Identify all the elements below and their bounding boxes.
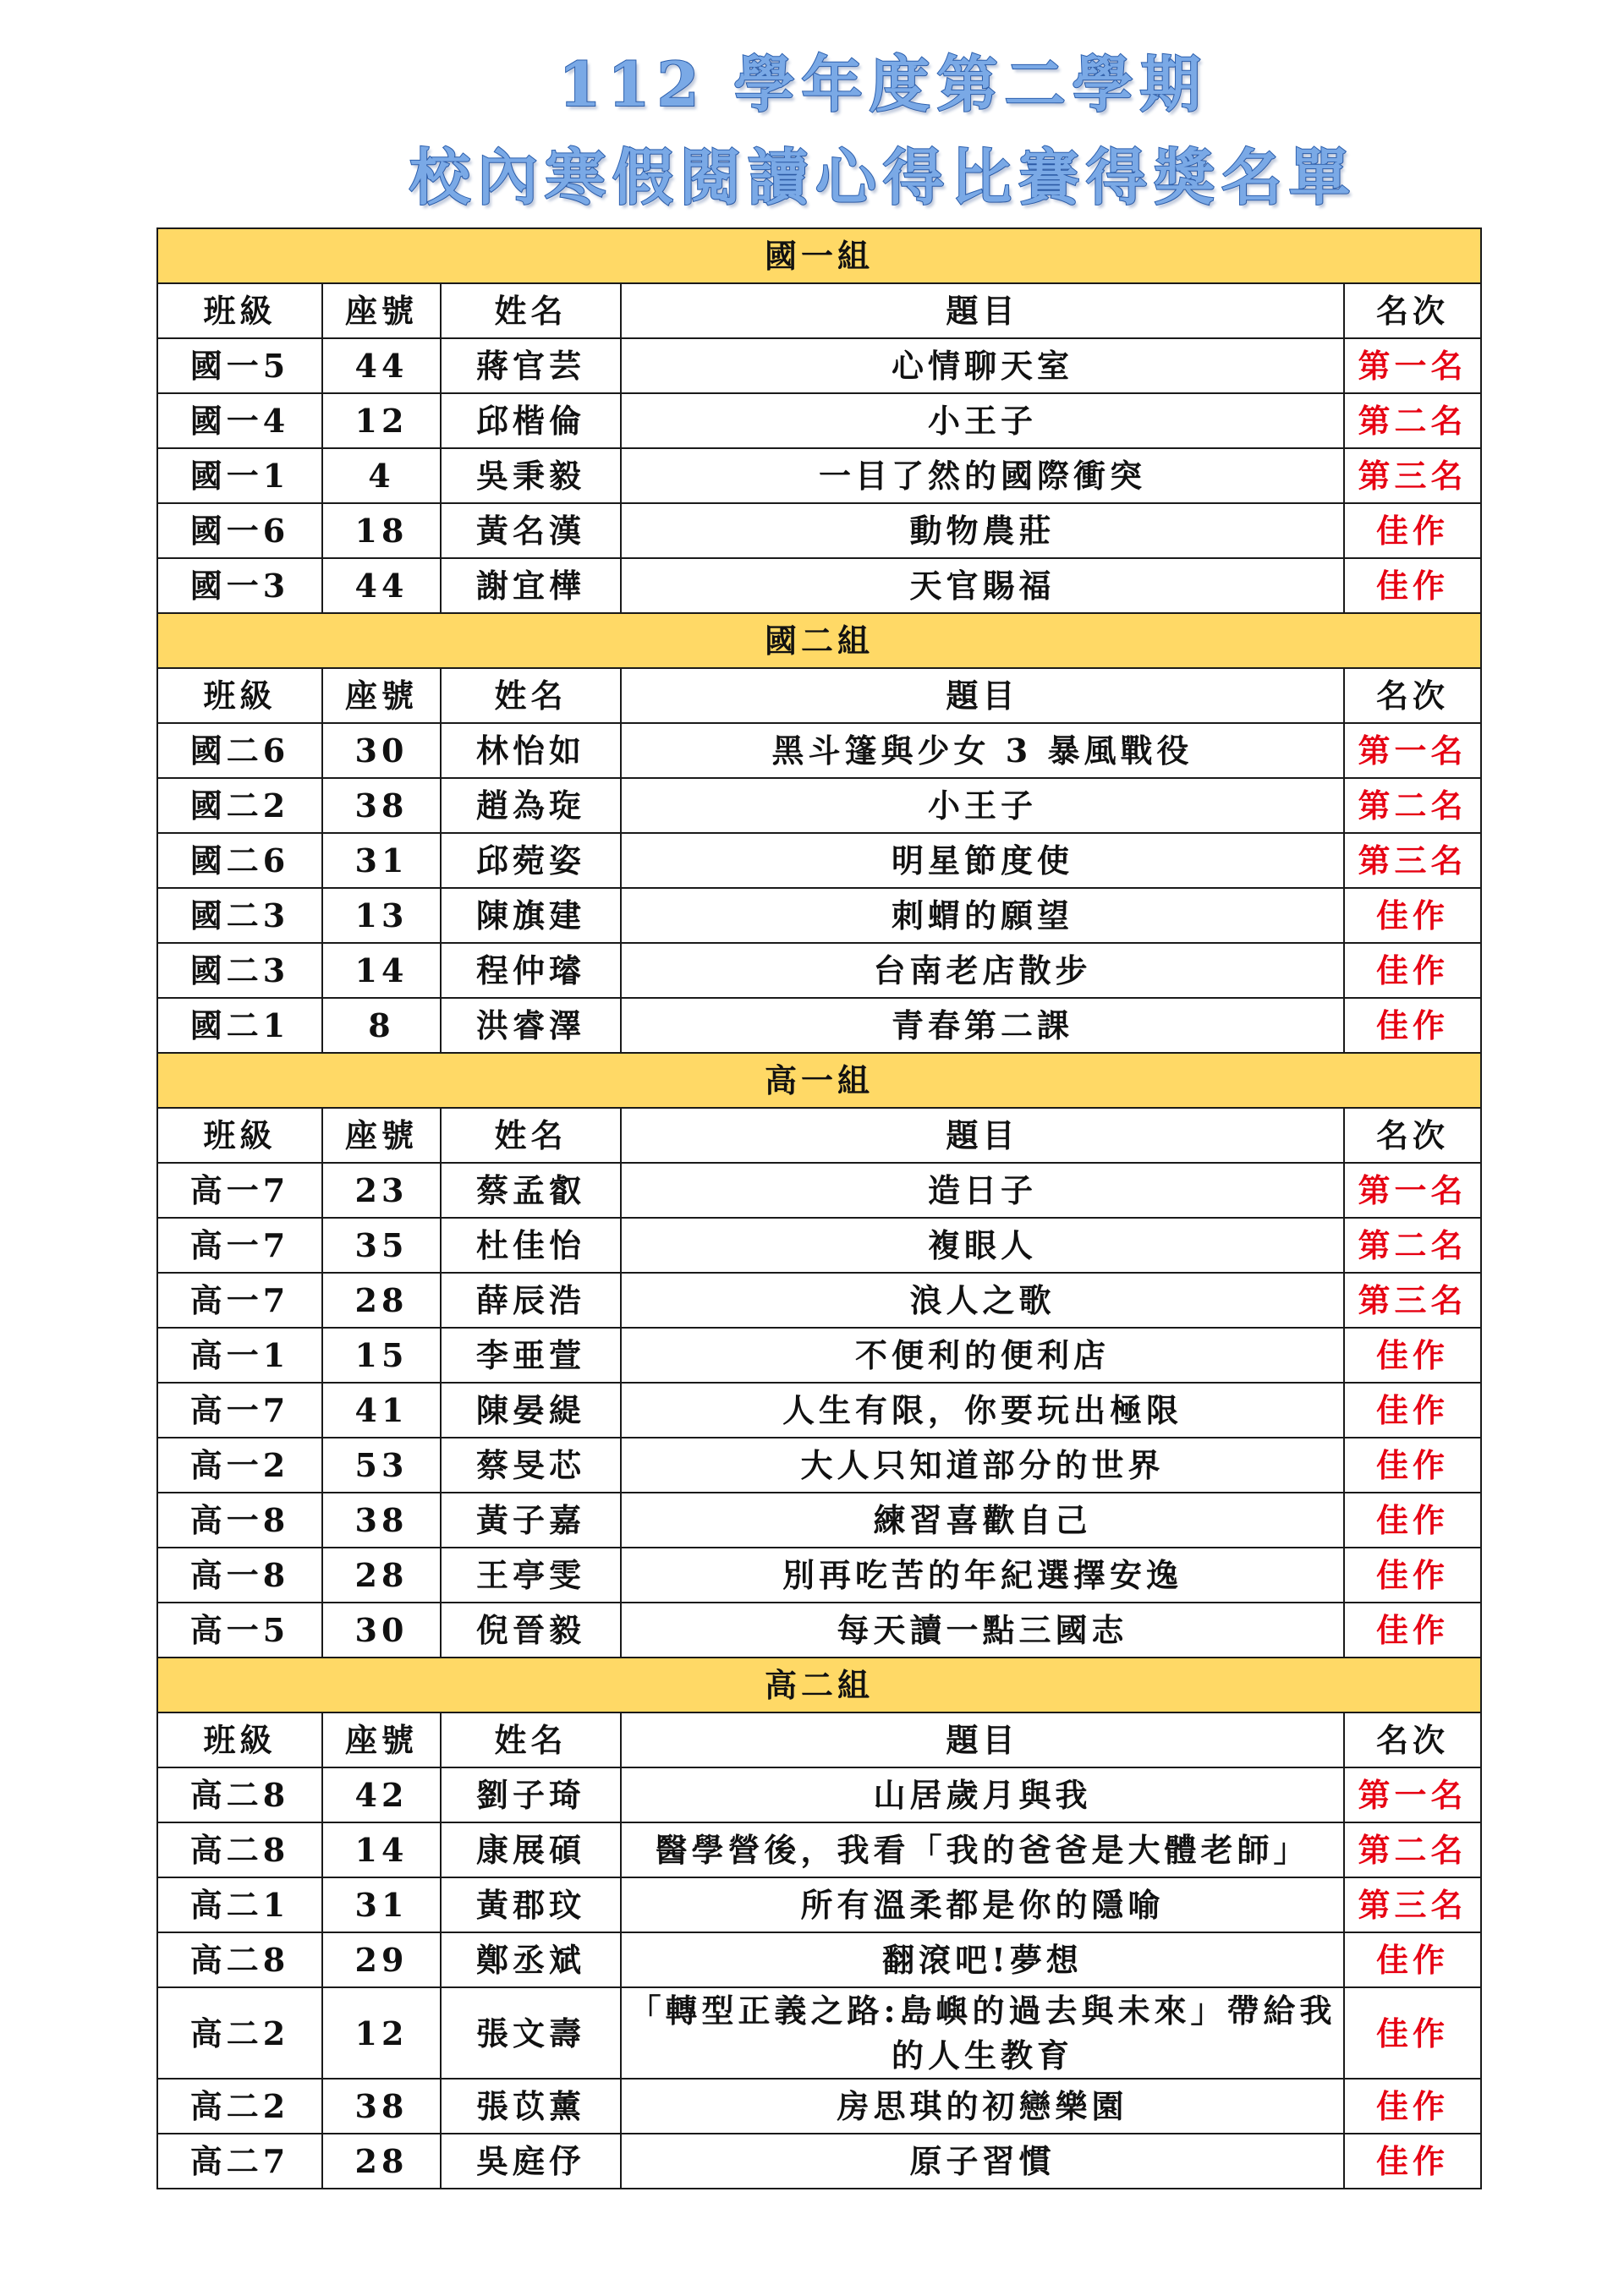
cell-seat-number: 31 [322, 1877, 441, 1932]
cell-student-name: 張苡薰 [441, 2079, 621, 2134]
cell-class: 國一1 [157, 448, 322, 503]
table-row [157, 833, 1481, 888]
cell-seat-number: 8 [322, 998, 441, 1053]
column-header-student-name: 姓名 [441, 1712, 621, 1767]
column-header-rank: 名次 [1344, 1712, 1481, 1767]
table-row [157, 2134, 1481, 2189]
column-header-book-title: 題目 [621, 283, 1344, 338]
cell-class: 高一7 [157, 1218, 322, 1273]
cell-student-name: 邱菀姿 [441, 833, 621, 888]
cell-book-title: 所有溫柔都是你的隱喻 [621, 1877, 1344, 1932]
cell-seat-number: 38 [322, 2079, 441, 2134]
cell-student-name: 張文壽 [441, 1987, 621, 2079]
cell-book-title: 大人只知道部分的世界 [621, 1438, 1344, 1493]
cell-class: 高一7 [157, 1163, 322, 1218]
cell-seat-number: 12 [322, 393, 441, 448]
table-row [157, 723, 1481, 778]
table-row [157, 1877, 1481, 1932]
table-row [157, 1163, 1481, 1218]
cell-book-title: 練習喜歡自己 [621, 1493, 1344, 1548]
cell-student-name: 謝宜樺 [441, 558, 621, 613]
table-row [157, 558, 1481, 613]
cell-rank: 佳作 [1344, 1932, 1481, 1987]
section-title: 國二組 [157, 613, 1481, 668]
cell-class: 國二6 [157, 723, 322, 778]
cell-seat-number: 18 [322, 503, 441, 558]
cell-class: 國一5 [157, 338, 322, 393]
cell-rank: 佳作 [1344, 1548, 1481, 1603]
table-row [157, 1767, 1481, 1822]
cell-seat-number: 44 [322, 338, 441, 393]
cell-seat-number: 15 [322, 1328, 441, 1383]
cell-student-name: 黃名漢 [441, 503, 621, 558]
column-header-student-name: 姓名 [441, 668, 621, 723]
cell-student-name: 劉子琦 [441, 1767, 621, 1822]
cell-student-name: 吳庭伃 [441, 2134, 621, 2189]
cell-seat-number: 53 [322, 1438, 441, 1493]
table-row [157, 943, 1481, 998]
cell-rank: 佳作 [1344, 1438, 1481, 1493]
column-header-book-title: 題目 [621, 1108, 1344, 1163]
cell-class: 高一8 [157, 1548, 322, 1603]
table-row [157, 1218, 1481, 1273]
cell-rank: 佳作 [1344, 2079, 1481, 2134]
cell-student-name: 鄭丞斌 [441, 1932, 621, 1987]
cell-seat-number: 38 [322, 1493, 441, 1548]
cell-class: 高二8 [157, 1932, 322, 1987]
cell-book-title: 房思琪的初戀樂園 [621, 2079, 1344, 2134]
cell-student-name: 洪睿澤 [441, 998, 621, 1053]
cell-book-title: 台南老店散步 [621, 943, 1344, 998]
section-title: 高一組 [157, 1053, 1481, 1108]
awards-table [156, 227, 1482, 2189]
cell-student-name: 趙為琁 [441, 778, 621, 833]
cell-rank: 第二名 [1344, 393, 1481, 448]
column-header-seat-number: 座號 [322, 1108, 441, 1163]
cell-class: 高二2 [157, 2079, 322, 2134]
cell-seat-number: 30 [322, 1603, 441, 1658]
column-header-book-title: 題目 [621, 1712, 1344, 1767]
cell-rank: 佳作 [1344, 998, 1481, 1053]
cell-book-title: 原子習慣 [621, 2134, 1344, 2189]
cell-book-title: 複眼人 [621, 1218, 1344, 1273]
column-header-row [157, 1712, 1481, 1767]
cell-class: 高一2 [157, 1438, 322, 1493]
cell-class: 高一7 [157, 1383, 322, 1438]
column-header-class: 班級 [157, 283, 322, 338]
cell-class: 高二8 [157, 1822, 322, 1877]
cell-rank: 佳作 [1344, 1493, 1481, 1548]
column-header-class: 班級 [157, 1108, 322, 1163]
cell-seat-number: 31 [322, 833, 441, 888]
cell-book-title: 造日子 [621, 1163, 1344, 1218]
cell-book-title: 山居歲月與我 [621, 1767, 1344, 1822]
cell-book-title: 心情聊天室 [621, 338, 1344, 393]
cell-rank: 第三名 [1344, 448, 1481, 503]
column-header-seat-number: 座號 [322, 1712, 441, 1767]
table-row [157, 1822, 1481, 1877]
cell-book-title: 動物農莊 [621, 503, 1344, 558]
cell-book-title: 青春第二課 [621, 998, 1344, 1053]
cell-rank: 佳作 [1344, 1603, 1481, 1658]
cell-student-name: 陳晏緹 [441, 1383, 621, 1438]
cell-class: 高一7 [157, 1273, 322, 1328]
cell-rank: 第一名 [1344, 1767, 1481, 1822]
cell-student-name: 黃子嘉 [441, 1493, 621, 1548]
table-row [157, 338, 1481, 393]
cell-book-title: 明星節度使 [621, 833, 1344, 888]
cell-rank: 第二名 [1344, 1822, 1481, 1877]
column-header-student-name: 姓名 [441, 1108, 621, 1163]
table-row [157, 998, 1481, 1053]
cell-book-title: 每天讀一點三國志 [621, 1603, 1344, 1658]
table-row [157, 503, 1481, 558]
awards-table-body [157, 228, 1481, 2189]
table-row [157, 393, 1481, 448]
cell-book-title: 浪人之歌 [621, 1273, 1344, 1328]
cell-seat-number: 30 [322, 723, 441, 778]
column-header-class: 班級 [157, 1712, 322, 1767]
cell-class: 國二2 [157, 778, 322, 833]
section-title: 國一組 [157, 228, 1481, 283]
cell-class: 國二3 [157, 943, 322, 998]
cell-student-name: 蔣官芸 [441, 338, 621, 393]
column-header-rank: 名次 [1344, 668, 1481, 723]
section-header-row [157, 613, 1481, 668]
table-row [157, 1932, 1481, 1987]
cell-class: 國一6 [157, 503, 322, 558]
cell-rank: 佳作 [1344, 943, 1481, 998]
table-row [157, 1383, 1481, 1438]
cell-seat-number: 13 [322, 888, 441, 943]
cell-seat-number: 42 [322, 1767, 441, 1822]
cell-class: 高一8 [157, 1493, 322, 1548]
cell-student-name: 陳旗建 [441, 888, 621, 943]
cell-class: 國二6 [157, 833, 322, 888]
cell-rank: 第二名 [1344, 1218, 1481, 1273]
cell-seat-number: 14 [322, 1822, 441, 1877]
cell-seat-number: 44 [322, 558, 441, 613]
table-row [157, 1548, 1481, 1603]
cell-class: 國二1 [157, 998, 322, 1053]
cell-book-title: 人生有限，你要玩出極限 [621, 1383, 1344, 1438]
cell-rank: 第三名 [1344, 833, 1481, 888]
column-header-row [157, 668, 1481, 723]
cell-rank: 佳作 [1344, 1328, 1481, 1383]
cell-student-name: 王亭雯 [441, 1548, 621, 1603]
cell-seat-number: 29 [322, 1932, 441, 1987]
cell-student-name: 杜佳怡 [441, 1218, 621, 1273]
table-row [157, 1273, 1481, 1328]
cell-rank: 佳作 [1344, 888, 1481, 943]
cell-book-title: 醫學營後，我看「我的爸爸是大體老師」 [621, 1822, 1344, 1877]
cell-rank: 第一名 [1344, 1163, 1481, 1218]
cell-student-name: 黃郡玟 [441, 1877, 621, 1932]
table-row [157, 1328, 1481, 1383]
cell-book-title: 不便利的便利店 [621, 1328, 1344, 1383]
cell-student-name: 林怡如 [441, 723, 621, 778]
cell-rank: 第一名 [1344, 723, 1481, 778]
column-header-row [157, 283, 1481, 338]
column-header-seat-number: 座號 [322, 283, 441, 338]
table-row [157, 1438, 1481, 1493]
cell-seat-number: 35 [322, 1218, 441, 1273]
cell-class: 國一3 [157, 558, 322, 613]
cell-student-name: 蔡旻芯 [441, 1438, 621, 1493]
cell-seat-number: 14 [322, 943, 441, 998]
cell-rank: 佳作 [1344, 2134, 1481, 2189]
section-title: 高二組 [157, 1658, 1481, 1712]
cell-book-title: 天官賜福 [621, 558, 1344, 613]
cell-student-name: 邱楷倫 [441, 393, 621, 448]
cell-rank: 第三名 [1344, 1877, 1481, 1932]
table-row [157, 1987, 1481, 2079]
column-header-row [157, 1108, 1481, 1163]
cell-class: 國一4 [157, 393, 322, 448]
cell-book-title: 翻滾吧!夢想 [621, 1932, 1344, 1987]
cell-book-title: 小王子 [621, 393, 1344, 448]
cell-student-name: 薛辰浩 [441, 1273, 621, 1328]
cell-rank: 第二名 [1344, 778, 1481, 833]
table-row [157, 2079, 1481, 2134]
cell-book-title: 一目了然的國際衝突 [621, 448, 1344, 503]
cell-seat-number: 28 [322, 1273, 441, 1328]
cell-student-name: 吳秉毅 [441, 448, 621, 503]
cell-rank: 佳作 [1344, 1383, 1481, 1438]
section-header-row [157, 228, 1481, 283]
cell-seat-number: 28 [322, 1548, 441, 1603]
cell-class: 高二8 [157, 1767, 322, 1822]
cell-student-name: 蔡孟叡 [441, 1163, 621, 1218]
cell-seat-number: 23 [322, 1163, 441, 1218]
table-row [157, 1603, 1481, 1658]
cell-class: 國二3 [157, 888, 322, 943]
cell-book-title: 小王子 [621, 778, 1344, 833]
cell-student-name: 程仲璿 [441, 943, 621, 998]
cell-book-title: 別再吃苦的年紀選擇安逸 [621, 1548, 1344, 1603]
table-row [157, 1493, 1481, 1548]
cell-class: 高二1 [157, 1877, 322, 1932]
cell-rank: 佳作 [1344, 503, 1481, 558]
section-header-row [157, 1658, 1481, 1712]
cell-seat-number: 38 [322, 778, 441, 833]
column-header-class: 班級 [157, 668, 322, 723]
cell-book-title: 黑斗篷與少女 3 暴風戰役 [621, 723, 1344, 778]
cell-student-name: 李亜萱 [441, 1328, 621, 1383]
page-title: 112 學年度第二學期 [558, 48, 1208, 120]
column-header-rank: 名次 [1344, 1108, 1481, 1163]
page-subtitle: 校內寒假閱讀心得比賽得獎名單 [409, 141, 1357, 213]
column-header-book-title: 題目 [621, 668, 1344, 723]
column-header-seat-number: 座號 [322, 668, 441, 723]
cell-rank: 佳作 [1344, 1987, 1481, 2079]
table-row [157, 778, 1481, 833]
section-header-row [157, 1053, 1481, 1108]
column-header-student-name: 姓名 [441, 283, 621, 338]
column-header-rank: 名次 [1344, 283, 1481, 338]
cell-rank: 佳作 [1344, 558, 1481, 613]
cell-seat-number: 12 [322, 1987, 441, 2079]
cell-book-title: 刺蝟的願望 [621, 888, 1344, 943]
cell-seat-number: 4 [322, 448, 441, 503]
cell-class: 高一1 [157, 1328, 322, 1383]
cell-seat-number: 28 [322, 2134, 441, 2189]
cell-class: 高二2 [157, 1987, 322, 2079]
cell-class: 高二7 [157, 2134, 322, 2189]
cell-book-title: 「轉型正義之路:島嶼的過去與未來」帶給我的人生教育 [621, 1987, 1344, 2079]
cell-rank: 第三名 [1344, 1273, 1481, 1328]
cell-seat-number: 41 [322, 1383, 441, 1438]
cell-rank: 第一名 [1344, 338, 1481, 393]
table-row [157, 888, 1481, 943]
cell-class: 高一5 [157, 1603, 322, 1658]
table-row [157, 448, 1481, 503]
cell-student-name: 康展碩 [441, 1822, 621, 1877]
cell-student-name: 倪晉毅 [441, 1603, 621, 1658]
